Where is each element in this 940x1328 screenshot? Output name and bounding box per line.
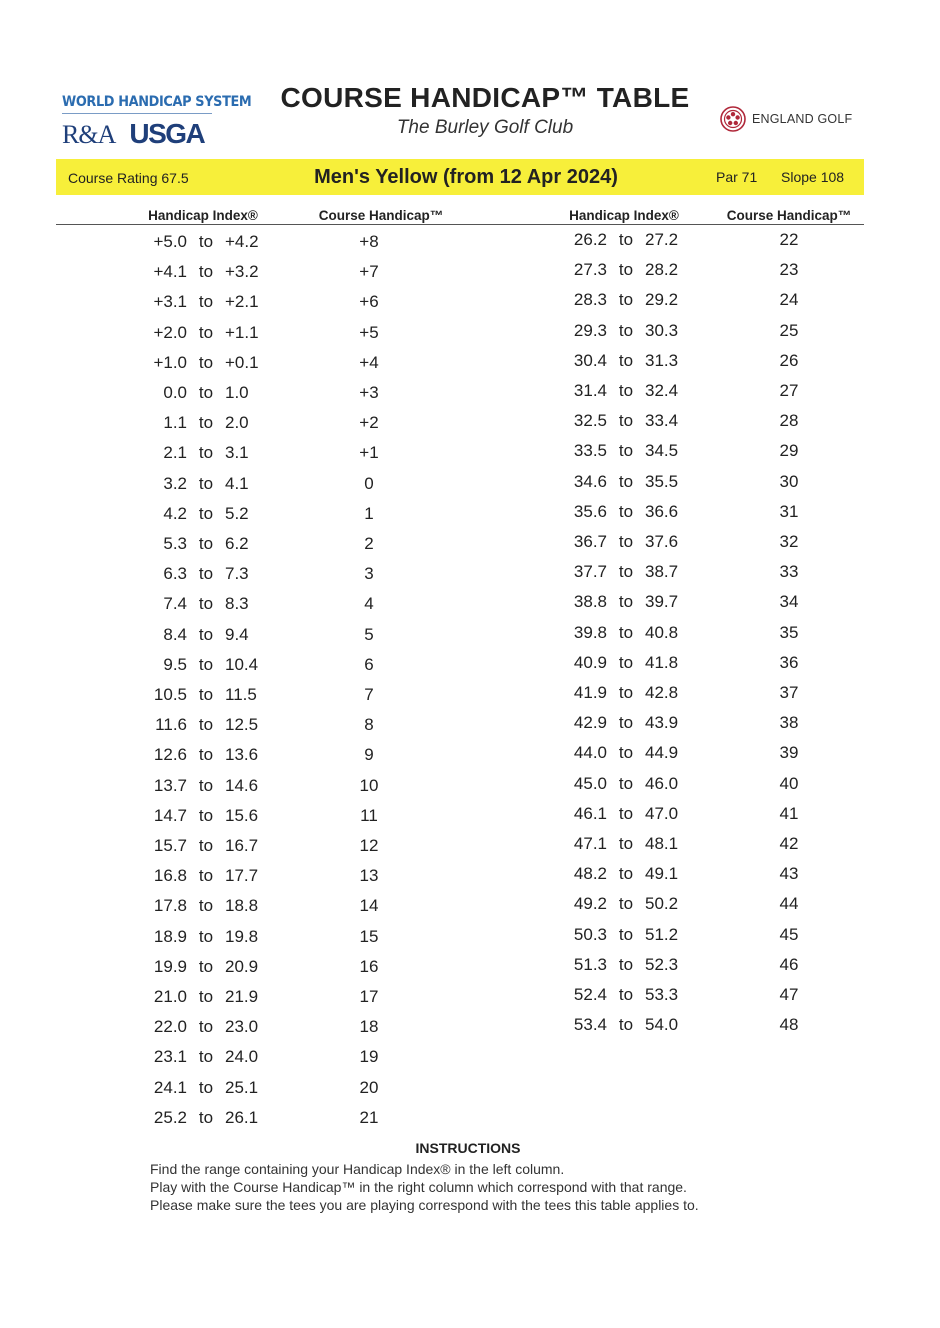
england-golf-text: ENGLAND GOLF [752,112,853,126]
course-handicap-value: 18 [359,1017,379,1037]
index-to: 21.9 [225,987,259,1006]
to-label: to [198,1107,214,1127]
index-to: 8.3 [225,594,249,614]
index-to: 32.4 [645,381,679,400]
index-from: 9.5 [163,654,187,674]
to-label: to [198,896,214,916]
index-from: 37.7 [573,562,607,582]
index-from: 6.3 [163,564,187,584]
header-rule [56,224,864,225]
course-handicap-value: 40 [779,773,799,793]
to-label: to [198,322,214,342]
to-label: to [618,532,634,551]
to-label: to [198,534,214,553]
course-handicap-value: 32 [779,532,799,551]
index-to: 12.5 [225,715,259,735]
par-value: Par 71 [716,169,758,185]
index-to: +2.1 [225,292,259,312]
index-from: 22.0 [153,1017,187,1037]
course-handicap-value: 42 [779,834,799,853]
course-handicap-value: 23 [779,260,799,280]
index-from: 10.5 [153,685,187,704]
course-handicap-value: 22 [779,230,799,249]
to-label: to [618,985,634,1004]
to-label: to [198,836,214,855]
course-handicap-value: 45 [779,924,799,944]
to-label: to [198,473,214,493]
index-to: +1.1 [225,322,259,342]
course-handicap-value: 6 [364,654,374,674]
instruction-line: Find the range containing your Handicap Index® in the left column. [150,1161,565,1177]
to-label: to [198,383,214,402]
course-handicap-value: 1 [364,503,374,523]
to-label: to [618,320,634,340]
index-to: 34.5 [645,441,679,461]
course-handicap-value: 0 [364,473,374,493]
course-handicap-value: 4 [364,594,374,614]
index-to: 49.1 [645,864,679,884]
to-label: to [198,956,214,976]
to-label: to [198,866,214,886]
page-title: COURSE HANDICAP™ TABLE [280,82,690,113]
to-label: to [198,594,214,614]
to-label: to [618,501,634,521]
index-from: +5.0 [153,232,187,251]
index-to: 28.2 [645,260,679,280]
index-from: 2.1 [163,443,187,463]
right-index-header: Handicap Index® [569,208,679,223]
index-from: 17.8 [153,896,187,916]
to-label: to [618,652,634,672]
course-handicap-value: 26 [779,350,799,370]
index-to: +3.2 [225,262,259,282]
instruction-line: Please make sure the tees you are playing correspond with the tees this table applies to. [150,1197,699,1213]
course-handicap-value: 46 [779,954,799,974]
course-handicap-value: 10 [359,775,379,795]
course-handicap-value: +2 [359,413,379,433]
to-label: to [198,805,214,825]
index-from: +3.1 [153,292,187,312]
index-from: 38.8 [573,592,607,612]
index-to: 16.7 [225,836,259,855]
to-label: to [618,803,634,823]
course-handicap-value: 47 [779,985,799,1004]
course-handicap-value: 7 [364,685,374,704]
to-label: to [618,713,634,733]
course-handicap-value: 28 [779,411,799,431]
index-to: 41.8 [645,652,679,672]
course-handicap-value: +1 [359,443,379,463]
tee-info-band [56,159,864,195]
course-handicap-value: 34 [779,592,799,612]
index-from: 44.0 [573,743,607,763]
index-from: 49.2 [573,894,607,914]
to-label: to [618,743,634,763]
to-label: to [198,503,214,523]
index-to: 18.8 [225,896,259,916]
index-to: 33.4 [645,411,679,431]
to-label: to [618,1015,634,1035]
index-from: 32.5 [573,411,607,431]
to-label: to [198,262,214,282]
to-label: to [618,350,634,370]
course-handicap-value: 36 [779,652,799,672]
course-handicap-value: +7 [359,262,379,282]
course-handicap-value: 19 [359,1047,379,1067]
index-to: 30.3 [645,320,679,340]
index-from: 25.2 [153,1107,187,1127]
course-handicap-value: +6 [359,292,379,312]
left-course-header: Course Handicap™ [318,208,444,223]
to-label: to [198,775,214,795]
to-label: to [618,773,634,793]
left-index-header: Handicap Index® [148,208,258,223]
to-label: to [198,232,214,251]
index-from: 29.3 [573,320,607,340]
index-from: 13.7 [153,775,187,795]
index-to: 20.9 [225,956,259,976]
index-from: 19.9 [153,956,187,976]
index-from: 23.1 [153,1047,187,1067]
index-from: 35.6 [573,501,607,521]
course-handicap-value: 13 [359,866,379,886]
to-label: to [198,1017,214,1037]
course-handicap-value: 8 [364,715,374,735]
to-label: to [198,624,214,644]
to-label: to [198,715,214,735]
course-handicap-value: 41 [779,803,799,823]
to-label: to [618,864,634,884]
index-from: 27.3 [573,260,607,280]
course-handicap-value: 48 [779,1015,799,1035]
index-to: 31.3 [645,350,679,370]
index-from: 39.8 [573,622,607,642]
to-label: to [198,745,214,765]
index-to: 27.2 [645,230,679,249]
course-handicap-value: 20 [359,1077,379,1097]
ra-usga-logos [62,118,214,150]
course-handicap-value: 33 [779,562,799,582]
usga-logo: USGA [129,118,205,149]
index-to: 29.2 [645,290,679,310]
to-label: to [618,381,634,400]
index-to: 50.2 [645,894,679,914]
index-from: 7.4 [163,594,187,614]
index-to: 44.9 [645,743,679,763]
index-to: 9.4 [225,624,249,644]
index-to: 43.9 [645,713,679,733]
index-from: 21.0 [153,987,187,1006]
index-to: 35.5 [645,471,679,491]
course-handicap-value: 12 [359,836,379,855]
index-to: 19.8 [225,926,259,946]
course-handicap-value: 35 [779,622,799,642]
index-from: 52.4 [573,985,607,1004]
index-to: 51.2 [645,924,679,944]
index-from: 47.1 [573,834,607,853]
index-to: 10.4 [225,654,259,674]
index-to: 25.1 [225,1077,259,1097]
index-from: 3.2 [163,473,187,493]
index-to: 42.8 [645,683,679,702]
course-handicap-value: 38 [779,713,799,733]
to-label: to [198,352,214,372]
to-label: to [618,562,634,582]
whs-logo-text: WORLD HANDICAP SYSTEM [62,94,252,110]
course-handicap-value: +3 [359,383,379,402]
index-from: 15.7 [153,836,187,855]
ra-logo: R&A [62,120,116,149]
index-to: 13.6 [225,745,259,765]
course-handicap-value: 29 [779,441,799,461]
index-to: 6.2 [225,534,249,553]
index-from: 41.9 [573,683,607,702]
index-to: +0.1 [225,352,259,372]
to-label: to [618,834,634,853]
index-to: 46.0 [645,773,679,793]
course-rating: Course Rating 67.5 [68,170,189,186]
index-to: 39.7 [645,592,679,612]
whs-logo [62,94,252,150]
index-from: 50.3 [573,924,607,944]
index-from: 14.7 [153,805,187,825]
england-golf-logo [720,106,852,132]
index-from: 42.9 [573,713,607,733]
index-from: 31.4 [573,381,607,400]
instruction-line: Play with the Course Handicap™ in the right column which correspond with that range. [150,1179,687,1195]
course-handicap-value: 39 [779,743,799,763]
index-to: 52.3 [645,954,679,974]
course-handicap-value: 43 [779,864,799,884]
index-to: 15.6 [225,805,259,825]
index-from: 11.6 [155,715,187,735]
to-label: to [198,685,214,704]
course-handicap-value: 14 [359,896,379,916]
to-label: to [618,290,634,310]
to-label: to [618,260,634,280]
index-to: 11.5 [225,685,257,704]
course-handicap-value: 15 [359,926,379,946]
course-handicap-value: +4 [359,352,379,372]
index-from: 8.4 [163,624,187,644]
instructions-title: INSTRUCTIONS [415,1140,521,1156]
course-handicap-value: 27 [779,381,799,400]
to-label: to [198,443,214,463]
index-from: 26.2 [573,230,607,249]
index-from: 36.7 [573,532,607,551]
index-to: 37.6 [645,532,679,551]
index-from: 51.3 [573,954,607,974]
to-label: to [618,471,634,491]
index-from: +1.0 [153,352,187,372]
index-to: 24.0 [225,1047,259,1067]
index-from: 46.1 [573,803,607,823]
course-handicap-value: 37 [779,683,799,702]
index-from: 45.0 [573,773,607,793]
england-golf-rose-icon [720,106,746,132]
course-handicap-value: 21 [359,1107,379,1127]
index-to: 4.1 [225,473,249,493]
course-handicap-value: 16 [359,956,379,976]
index-to: 54.0 [645,1015,679,1035]
course-handicap-value: 44 [779,894,799,914]
index-from: 53.4 [573,1015,607,1035]
slope-value: Slope 108 [781,169,845,185]
course-handicap-value: 5 [364,624,374,644]
index-from: 0.0 [163,383,187,402]
index-to: +4.2 [225,232,259,251]
index-from: 24.1 [153,1077,187,1097]
to-label: to [198,654,214,674]
index-to: 48.1 [645,834,679,853]
course-handicap-value: +8 [359,232,379,251]
index-from: 40.9 [573,652,607,672]
to-label: to [618,954,634,974]
to-label: to [618,924,634,944]
index-from: +4.1 [153,262,187,282]
to-label: to [618,894,634,914]
to-label: to [618,411,634,431]
to-label: to [198,1077,214,1097]
index-to: 23.0 [225,1017,259,1037]
course-handicap-value: 11 [360,805,378,825]
index-from: 12.6 [153,745,187,765]
course-handicap-value: 17 [359,987,379,1006]
to-label: to [198,564,214,584]
index-from: 34.6 [573,471,607,491]
club-name: The Burley Golf Club [396,117,574,138]
right-course-header: Course Handicap™ [726,208,852,223]
course-handicap-value: 2 [364,534,374,553]
index-to: 53.3 [645,985,679,1004]
course-handicap-value: 24 [779,290,799,310]
course-handicap-value: 25 [779,320,799,340]
index-from: 33.5 [573,441,607,461]
index-to: 40.8 [645,622,679,642]
index-to: 7.3 [225,564,249,584]
index-to: 26.1 [225,1107,259,1127]
to-label: to [618,592,634,612]
to-label: to [198,292,214,312]
tee-name: Men's Yellow (from 12 Apr 2024) [314,166,618,188]
to-label: to [618,441,634,461]
to-label: to [198,1047,214,1067]
index-from: 48.2 [573,864,607,884]
whs-logo-rule [62,113,212,114]
index-to: 38.7 [645,562,679,582]
index-from: 16.8 [153,866,187,886]
index-from: 30.4 [573,350,607,370]
to-label: to [198,987,214,1006]
index-to: 3.1 [225,443,249,463]
course-handicap-value: 9 [364,745,374,765]
index-from: 18.9 [153,926,187,946]
index-to: 14.6 [225,775,259,795]
index-to: 36.6 [645,501,679,521]
index-to: 2.0 [225,413,249,433]
index-to: 5.2 [225,503,249,523]
to-label: to [198,926,214,946]
to-label: to [198,413,214,433]
index-to: 47.0 [645,803,679,823]
index-from: 28.3 [573,290,607,310]
index-to: 17.7 [225,866,259,886]
to-label: to [618,230,634,249]
to-label: to [618,622,634,642]
to-label: to [618,683,634,702]
index-to: 1.0 [225,383,249,402]
course-handicap-value: 30 [779,471,799,491]
course-handicap-value: 3 [364,564,374,584]
index-from: +2.0 [153,322,187,342]
index-from: 5.3 [163,534,187,553]
course-handicap-value: 31 [779,501,799,521]
index-from: 4.2 [163,503,187,523]
index-from: 1.1 [163,413,187,433]
course-handicap-value: +5 [359,322,379,342]
